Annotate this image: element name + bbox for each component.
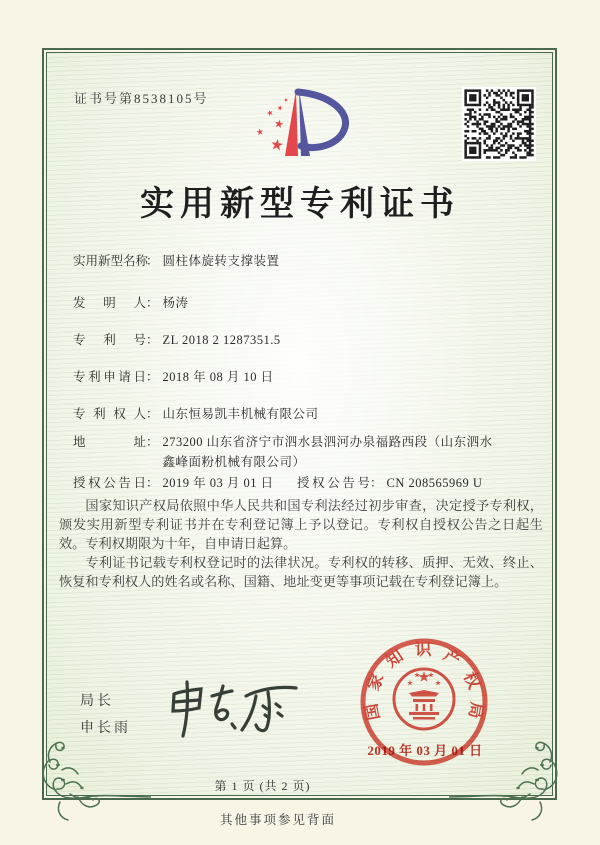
- field-row-inventor: [73, 293, 189, 313]
- field-colon: ：: [146, 333, 159, 347]
- field-colon: ：: [370, 476, 383, 490]
- field-value: CN 208565969 U: [386, 476, 483, 490]
- field-colon: ：: [146, 254, 159, 268]
- national-emblem-icon: [394, 669, 454, 729]
- signer-block: [80, 688, 131, 742]
- field-row-grant-date: [73, 473, 274, 493]
- field-colon: ：: [146, 370, 159, 384]
- field-label: 授权公告日: [73, 476, 146, 490]
- field-label: 实用新型名称: [73, 254, 149, 268]
- certificate-title: 实用新型专利证书: [140, 186, 460, 223]
- field-row-utility-name: [73, 251, 280, 271]
- field-colon: ：: [146, 476, 159, 490]
- legal-text: [59, 496, 543, 591]
- field-row-patent-number: [73, 330, 281, 350]
- field-value: 2018 年 08 月 10 日: [162, 370, 274, 384]
- field-value: 圆柱体旋转支撑装置: [162, 254, 280, 268]
- field-row-address: [73, 432, 543, 472]
- field-value: 273200 山东省济宁市泗水县泗河办泉福路西段（山东泗水鑫峰面粉机械有限公司）: [162, 435, 493, 469]
- field-label: 授权公告号: [297, 476, 370, 490]
- handwritten-signature-icon: [160, 678, 305, 745]
- field-value: 2019 年 03 月 01 日: [162, 476, 274, 490]
- seal-date: 2019 年 03 月 01 日: [367, 743, 483, 758]
- field-label: 地址: [73, 435, 146, 449]
- field-label: 专利申请日: [73, 370, 146, 384]
- field-value: ZL 2018 2 1287351.5: [162, 333, 281, 347]
- qr-code-icon: [461, 87, 537, 166]
- signer-title: 局长: [80, 694, 114, 709]
- legal-paragraph-2: 专利证书记载专利权登记时的法律状况。专利权的转移、质押、无效、终止、恢复和专利权人的姓名或名称、国籍、地址变更等事项记载在专利登记簿上。: [59, 555, 543, 589]
- field-value: 山东恒易凯丰机械有限公司: [162, 407, 319, 421]
- field-label: 专利号: [73, 333, 146, 347]
- field-label: 专利权人: [73, 407, 146, 421]
- page-indicator: 第 1 页 (共 2 页): [214, 779, 311, 793]
- field-row-filing-date: [73, 367, 274, 387]
- certificate-number: 证书号第8538105号: [74, 91, 209, 106]
- field-colon: ：: [146, 296, 159, 310]
- field-label: 发明人: [73, 296, 146, 310]
- field-row-grant-number: [297, 473, 482, 493]
- signer-name: 申长雨: [80, 721, 131, 736]
- back-note: 其他事项参见背面: [219, 813, 336, 827]
- field-colon: ：: [146, 407, 159, 421]
- cnipa-logo-icon: [243, 80, 358, 170]
- field-row-patentee: [73, 404, 319, 424]
- field-colon: ：: [146, 435, 159, 449]
- legal-paragraph-1: 国家知识产权局依照中华人民共和国专利法经过初步审查，决定授予专利权，颁发实用新型专利证书并在专利登记簿上予以登记。专利权自授权公告之日起生效。专利权期限为十年，自申请日起算。: [59, 498, 543, 551]
- seal-authority-text: 国家知识产权局: [361, 639, 487, 722]
- field-value: 杨涛: [162, 296, 189, 310]
